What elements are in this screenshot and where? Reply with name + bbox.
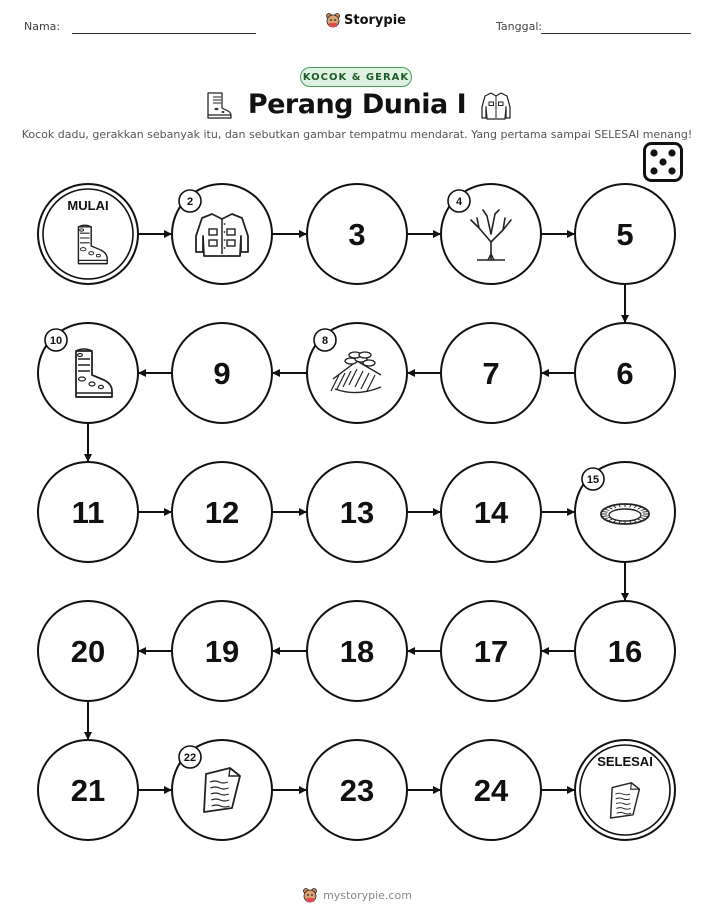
- board-space-2: [172, 184, 272, 284]
- board-space-1: [38, 184, 138, 284]
- space-number: 8: [321, 335, 329, 347]
- board-space-18: [307, 601, 407, 701]
- board-space-7: [441, 323, 541, 423]
- crater-icon: [601, 504, 649, 524]
- board-space-9: [172, 323, 272, 423]
- board-space-21: [38, 740, 138, 840]
- space-number-badge: [582, 468, 604, 490]
- finish-label: SELESAI: [597, 754, 653, 769]
- board-space-12: [172, 462, 272, 562]
- space-number: 12: [204, 495, 240, 530]
- space-number: 2: [186, 196, 194, 208]
- space-number: 21: [70, 773, 106, 808]
- name-label: Nama:: [24, 20, 61, 33]
- space-number: 7: [482, 356, 500, 391]
- page-title: Perang Dunia I: [247, 89, 467, 120]
- activity-badge: KOCOK & GERAK: [300, 67, 412, 87]
- board-space-8: [307, 323, 407, 423]
- space-number-badge: [179, 746, 201, 768]
- space-number: 11: [71, 495, 105, 530]
- start-label: MULAI: [67, 198, 109, 213]
- instructions: Kocok dadu, gerakkan sebanyak itu, dan sebutkan gambar tempatmu mendarat. Yang pertama sampai SELESAI menang!: [21, 128, 693, 141]
- space-number: 17: [473, 634, 509, 669]
- footer: [0, 887, 714, 903]
- board-space-3: [307, 184, 407, 284]
- brand-name: Storypie: [344, 12, 406, 28]
- board-space-17: [441, 601, 541, 701]
- board-space-20: [38, 601, 138, 701]
- space-number-badge: [179, 190, 201, 212]
- space-number: 3: [348, 217, 366, 252]
- board-space-14: [441, 462, 541, 562]
- board-space-19: [172, 601, 272, 701]
- space-number: 19: [204, 634, 240, 669]
- space-number: 24: [473, 773, 509, 808]
- board-space-10: [38, 323, 138, 423]
- jacket-icon: [196, 214, 248, 256]
- board-space-16: [575, 601, 675, 701]
- space-number: 9: [213, 356, 231, 391]
- space-number-badge: [448, 190, 470, 212]
- board-space-11: [38, 462, 138, 562]
- board-space-22: [172, 740, 272, 840]
- space-number: 10: [49, 335, 63, 347]
- board-space-15: [575, 462, 675, 562]
- board-space-4: [441, 184, 541, 284]
- bear-icon: [302, 887, 318, 903]
- space-number-badge: [45, 329, 67, 351]
- board-space-13: [307, 462, 407, 562]
- board-space-5: [575, 184, 675, 284]
- space-number: 6: [616, 356, 634, 391]
- space-number: 13: [339, 495, 375, 530]
- space-number: 5: [616, 217, 634, 252]
- space-number: 14: [473, 495, 509, 530]
- space-number: 4: [455, 196, 463, 208]
- board-space-23: [307, 740, 407, 840]
- space-number-badge: [314, 329, 336, 351]
- space-number: 20: [70, 634, 106, 669]
- board-space-24: [441, 740, 541, 840]
- space-number: 16: [607, 634, 643, 669]
- space-number: 22: [183, 752, 197, 764]
- date-label: Tanggal:: [496, 20, 543, 33]
- space-number: 18: [339, 634, 375, 669]
- footer-url: mystorypie.com: [323, 888, 412, 902]
- board-space-25: [575, 740, 675, 840]
- space-number: 15: [586, 474, 600, 486]
- space-number: 23: [339, 773, 375, 808]
- board-space-6: [575, 323, 675, 423]
